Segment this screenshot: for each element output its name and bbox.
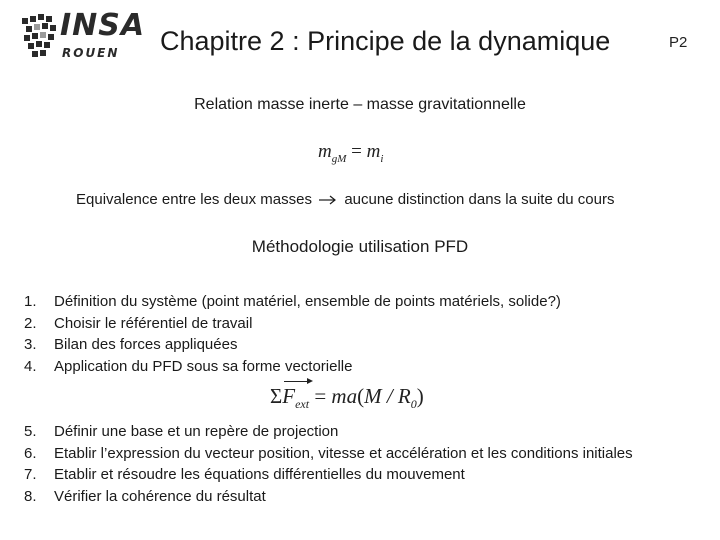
- logo-dots-icon: [20, 14, 62, 60]
- insa-rouen-logo: [20, 8, 146, 64]
- step-text: Bilan des forces appliquées: [54, 336, 238, 353]
- list-item: [24, 334, 561, 356]
- formula-sigma: Σ: [270, 384, 283, 408]
- mass-equality-formula: [318, 141, 383, 165]
- formula-sub-gm: gM: [331, 152, 347, 165]
- step-number: 4.: [24, 357, 37, 375]
- logo-city: ROUEN: [62, 46, 120, 60]
- step-number: 7.: [24, 466, 37, 483]
- formula-equals: =: [309, 384, 332, 408]
- formula-sub-i: i: [380, 152, 384, 165]
- formula-force: F: [282, 384, 296, 408]
- step-number: 1.: [24, 293, 37, 310]
- method-steps-list: [24, 291, 561, 377]
- equivalence-text-end: aucune distinction dans la suite du cours: [344, 191, 615, 208]
- logo-wordmark: INSA: [60, 8, 146, 43]
- step-text: Application du PFD sous sa forme vectorielle: [54, 357, 353, 375]
- step-text: Etablir et résoudre les équations différentielles du mouvement: [54, 466, 465, 483]
- step-text: Vérifier la cohérence du résultat: [54, 487, 266, 505]
- step-text: Définir une base et un repère de projection: [54, 423, 339, 440]
- section-subtitle: Relation masse inerte – masse gravitationnelle: [194, 96, 526, 113]
- step-number: 5.: [24, 423, 37, 440]
- step-text: Choisir le référentiel de travail: [54, 314, 253, 332]
- formula-close: ): [416, 384, 424, 408]
- step-number: 8.: [24, 487, 37, 505]
- step-text: Définition du système (point matériel, ensemble de points matériels, solide?): [54, 293, 561, 310]
- list-item: [24, 421, 664, 443]
- step-number: 6.: [24, 444, 37, 462]
- step-number: 2.: [24, 314, 37, 332]
- formula-equals: =: [346, 141, 367, 162]
- method-steps-list-continued: [24, 421, 664, 507]
- method-heading: Méthodologie utilisation PFD: [251, 237, 469, 256]
- page-number: P2: [669, 34, 688, 51]
- equivalence-statement: [76, 191, 614, 208]
- list-item: [24, 313, 561, 335]
- slide-title: Chapitre 2 : Principe de la dynamique: [160, 26, 611, 56]
- force-vector: [282, 384, 309, 412]
- formula-mass-i: m: [366, 141, 381, 162]
- list-item: [24, 356, 561, 378]
- formula-mass-g: m: [318, 141, 332, 162]
- formula-ma: ma: [331, 384, 358, 408]
- list-item: [24, 486, 664, 508]
- equivalence-text-start: Equivalence entre les deux masses: [76, 191, 312, 208]
- list-item: [24, 443, 664, 465]
- pfd-formula: $\Sigma F_{ext} = ma(M / R_0)$: [270, 384, 424, 412]
- step-text: Etablir l’expression du vecteur position, vitesse et accélération et les conditions initiales: [54, 444, 633, 462]
- right-arrow-icon: [318, 194, 338, 206]
- list-item: [24, 291, 561, 313]
- step-number: 3.: [24, 336, 37, 353]
- formula-sub-ext: ext: [295, 397, 310, 412]
- list-item: [24, 464, 664, 486]
- formula-sub-0: 0: [410, 397, 417, 412]
